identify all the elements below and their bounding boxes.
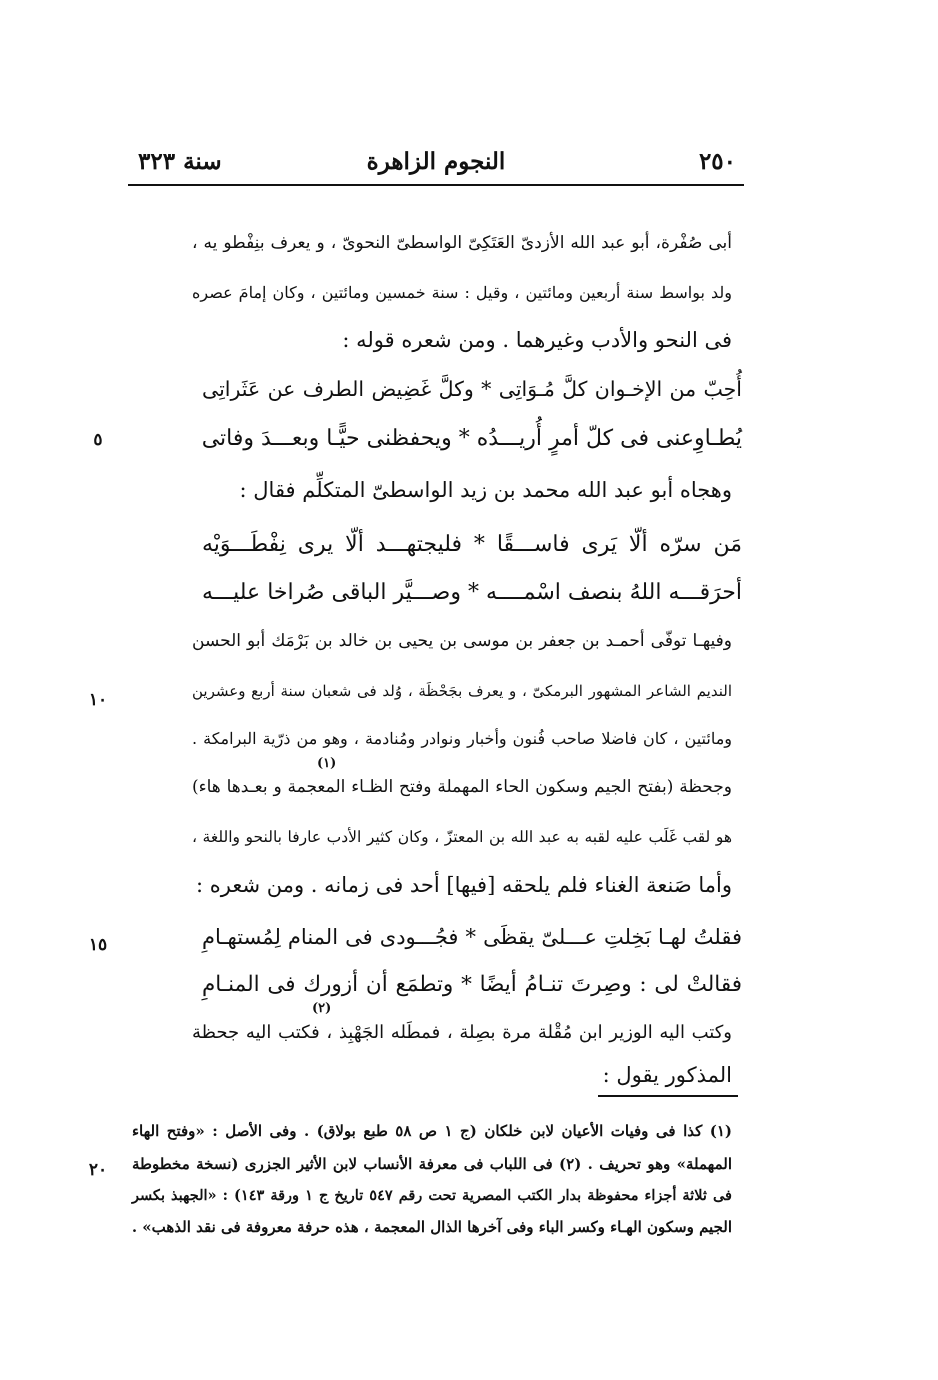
body-line: المذكور يقول : <box>602 1063 732 1087</box>
line-number: ١٠ <box>88 690 108 710</box>
footnote-rule <box>598 1095 738 1097</box>
verse-line: أحرَقـــه اللهُ بنصف اسْمــــه * وصـــيَّر الباقى صُراخا عليـــه <box>202 580 742 605</box>
footnote-marker: (١) <box>317 756 337 771</box>
body-line: ومائتين ، كان فاضلا صاحب فُنون وأخبار ونوادر ومُنادمة ، وهو من ذرّية البرامكة . <box>192 729 732 748</box>
verse-line: فقلتُ لهـا بَخِلتِ عـــلىّ يقظَى * فجُـــودى فى المنام لِمُستهـامِ <box>202 925 742 949</box>
footnote-line: المهملة» وهو تحريف . (٢) فى اللباب فى معرفة الأنساب لابن الأثير الجزرى (نسخة مخطوطة <box>132 1155 732 1173</box>
verse-line: مَن سرّه ألّا يَرى فاســـقًا * فليجتهـــد ألّا يرى نِفْطَـــوَيْه <box>202 532 742 557</box>
body-line: وكتب اليه الوزير ابن مُقْلة مرة بصِلة ، فمطَله الجَهْبِذ ، فكتب اليه جحظة <box>192 1022 732 1043</box>
line-number: ٥ <box>93 430 103 450</box>
body-line: أبى صُفْرة، أبو عبد الله الأزدىّ العَتَكِىّ الواسطىّ النحوىّ ، و يعرف بنِفْطو يه ، <box>192 233 732 253</box>
header-year: سنة ٣٢٣ <box>138 148 222 175</box>
body-line: وأما صَنعة الغناء فلم يلحقه [فيها] أحد فى زمانه . ومن شعره : <box>195 873 732 897</box>
page-number: ٢٥٠ <box>698 148 736 175</box>
body-line: النديم الشاعر المشهور البرمكىّ ، و يعرف بجَحْظَة ، وُلد فى شعبان سنة أربع وعشرين <box>192 682 732 700</box>
body-line: وفيهـا توفّى أحمـد بن جعفر بن موسى بن يحيى بن خالد بن بَرْمَك أبو الحسن <box>192 631 732 651</box>
footnote-line: (١) كذا فى وفيات الأعيان لابن خلكان (ج ١ ص ٥٨ طبع بولاق) . وفى الأصل : «وفتح الهاء <box>132 1122 732 1140</box>
footnote-line: فى ثلاثة أجزاء محفوظة بدار الكتب المصرية تحت رقم ٥٤٧ تاريخ ج ١ ورقة ١٤٣) : «الجهبذ بكسر <box>132 1187 732 1204</box>
footnote-line: الجيم وسكون الهـاء وكسر الباء وفى آخرها الذال المعجمة ، هذه حرفة معروفة فى نقد الذهب» . <box>131 1218 732 1236</box>
verse-line: يُطـاوِعنى فى كلّ أمرٍ أُريـــدُه * ويحفظنى حيًّـا وبعـــدَ وفاتى <box>201 426 742 451</box>
header-rule <box>128 184 744 186</box>
body-line: هو لقب غَلَب عليه لقبه به عبد الله بن المعتزّ ، وكان كثير الأدب عارفا بالنحو واللغة ، <box>192 828 732 846</box>
running-header <box>128 142 744 182</box>
verse-line: أُحِبّ من الإخـوان كلَّ مُـوَاتِى * وكلَّ غَضِيض الطرف عن عَثَراتِى <box>202 377 742 401</box>
line-number: ٢٠ <box>88 1160 108 1180</box>
body-line: ولد بواسط سنة أربعين ومائتين ، وقيل : سنة خمسين ومائتين ، وكان إمامَ عصره <box>192 283 733 302</box>
header-title: النجوم الزاهرة <box>366 148 506 175</box>
line-number: ١٥ <box>88 935 108 955</box>
body-line: وهجاه أبو عبد الله محمد بن زيد الواسطىّ المتكلِّم فقال : <box>239 478 732 502</box>
body-line: فى النحو والأدب وغيرهما . ومن شعره قوله : <box>342 328 732 352</box>
verse-line: فقالتْ لى : وصِرتَ تنـامُ أيضًا * وتطمَع أن أزورك فى المنـامِ <box>202 972 742 997</box>
footnote-marker: (٢) <box>312 1001 332 1016</box>
body-line: وجحظة (بفتح الجيم وسكون الحاء المهملة وفتح الظـاء المعجمة و بعـدها هاء) <box>192 777 732 797</box>
